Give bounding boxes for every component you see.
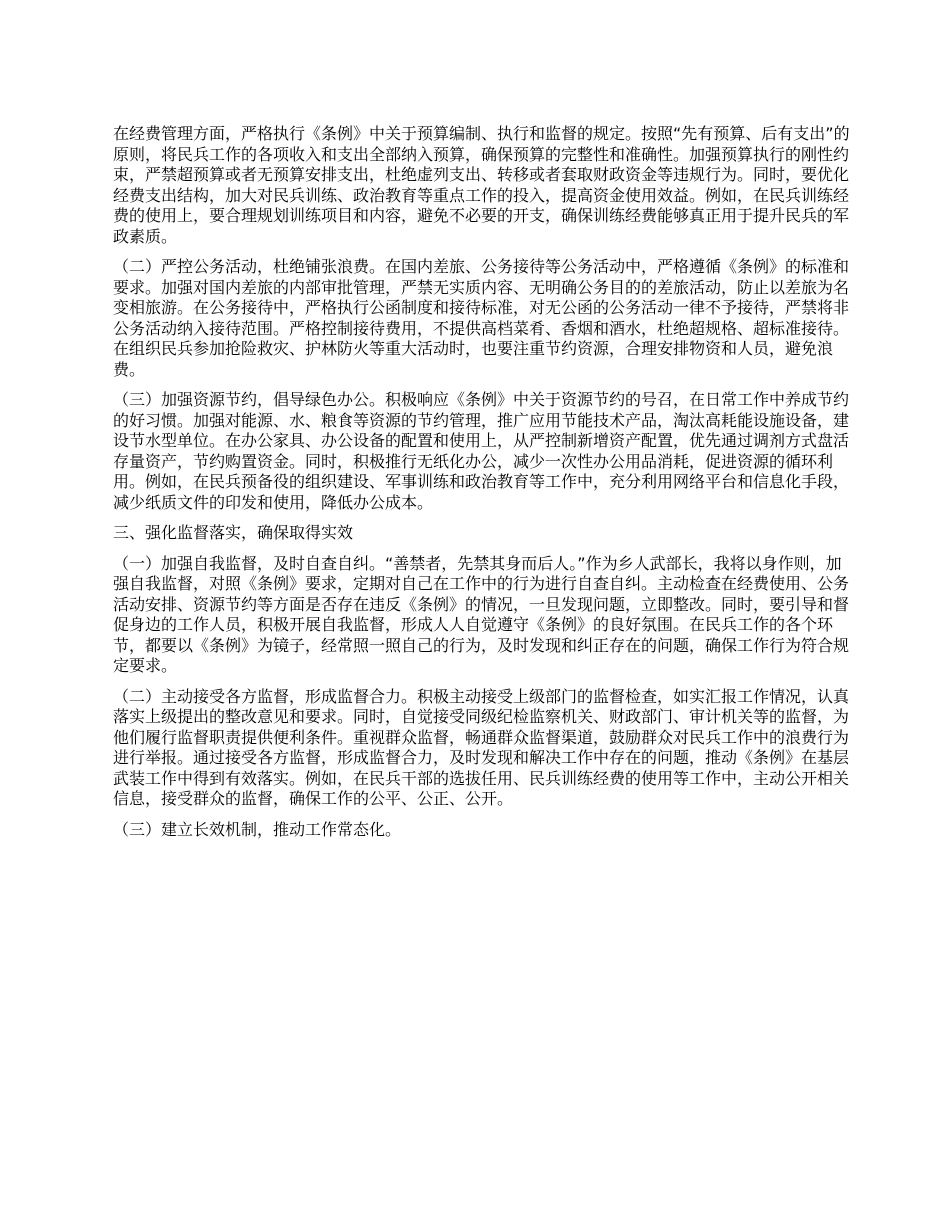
paragraph-long-term-mechanism: （三）建立长效机制，推动工作常态化。 — [113, 819, 402, 839]
document-body — [113, 124, 853, 850]
section-heading-supervision: 三、强化监督落实，确保取得实效 — [113, 523, 354, 542]
paragraph-official-activities: （二）严控公务活动，杜绝铺张浪费。在国内差旅、公务接待等公务活动中，严格遵循《条例》的标准和要求。加强对国内差旅的内部审批管理，严禁无实质内容、无明确公务目的的差旅活动，防止以差旅为名变相旅游。在公务接待中，严格执行公函制度和接待标准，对无公函的公务活动一律不予接待，严禁将非公务活动纳入接待范围。严格控制接待费用，不提供高档菜肴、香烟和酒水，杜绝超规格、超标准接待。在组织民兵参加抢险救灾、护林防火等重大活动时，也要注重节约资源，合理安排物资和人员，避免浪费。 — [113, 257, 850, 379]
paragraph-resource-saving: （三）加强资源节约，倡导绿色办公。积极响应《条例》中关于资源节约的号召，在日常工作中养成节约的好习惯。加强对能源、水、粮食等资源的节约管理，推广应用节能技术产品，淘汰高耗能设施设备，建设节水型单位。在办公家具、办公设备的配置和使用上，从严控制新增资产配置，优先通过调剂方式盘活存量资产，节约购置资金。同时，积极推行无纸化办公，减少一次性办公用品消耗，促进资源的循环利用。例如，在民兵预备役的组织建设、军事训练和政治教育等工作中，充分利用网络平台和信息化手段，减少纸质文件的印发和使用，降低办公成本。 — [113, 390, 850, 512]
paragraph-self-supervision: （一）加强自我监督，及时自查自纠。“善禁者，先禁其身而后人。”作为乡人武部长，我将以身作则，加强自我监督，对照《条例》要求，定期对自己在工作中的行为进行自查自纠。主动检查在经费使用、公务活动安排、资源节约等方面是否存在违反《条例》的情况，一旦发现问题，立即整改。同时，要引导和督促身边的工作人员，积极开展自我监督，形成人人自觉遵守《条例》的良好氛围。在民兵工作的各个环节，都要以《条例》为镜子，经常照一照自己的行为，及时发现和纠正存在的问题，确保工作行为符合规定要求。 — [113, 553, 850, 675]
paragraph-budget-management: 在经费管理方面，严格执行《条例》中关于预算编制、执行和监督的规定。按照“先有预算、后有支出”的原则，将民兵工作的各项收入和支出全部纳入预算，确保预算的完整性和准确性。加强预算执行的刚性约束，严禁超预算或者无预算安排支出，杜绝虚列支出、转移或者套取财政资金等违规行为。同时，要优化经费支出结构，加大对民兵训练、政治教育等重点工作的投入，提高资金使用效益。例如，在民兵训练经费的使用上，要合理规划训练项目和内容，避免不必要的开支，确保训练经费能够真正用于提升民兵的军政素质。 — [113, 124, 850, 246]
paragraph-external-supervision: （二）主动接受各方监督，形成监督合力。积极主动接受上级部门的监督检查，如实汇报工作情况，认真落实上级提出的整改意见和要求。同时，自觉接受同级纪检监察机关、财政部门、审计机关等的监督，为他们履行监督职责提供便利条件。重视群众监督，畅通群众监督渠道，鼓励群众对民兵工作中的浪费行为进行举报。通过接受各方监督，形成监督合力，及时发现和解决工作中存在的问题，推动《条例》在基层武装工作中得到有效落实。例如，在民兵干部的选拔任用、民兵训练经费的使用等工作中，主动公开相关信息，接受群众的监督，确保工作的公平、公正、公开。 — [113, 686, 850, 808]
